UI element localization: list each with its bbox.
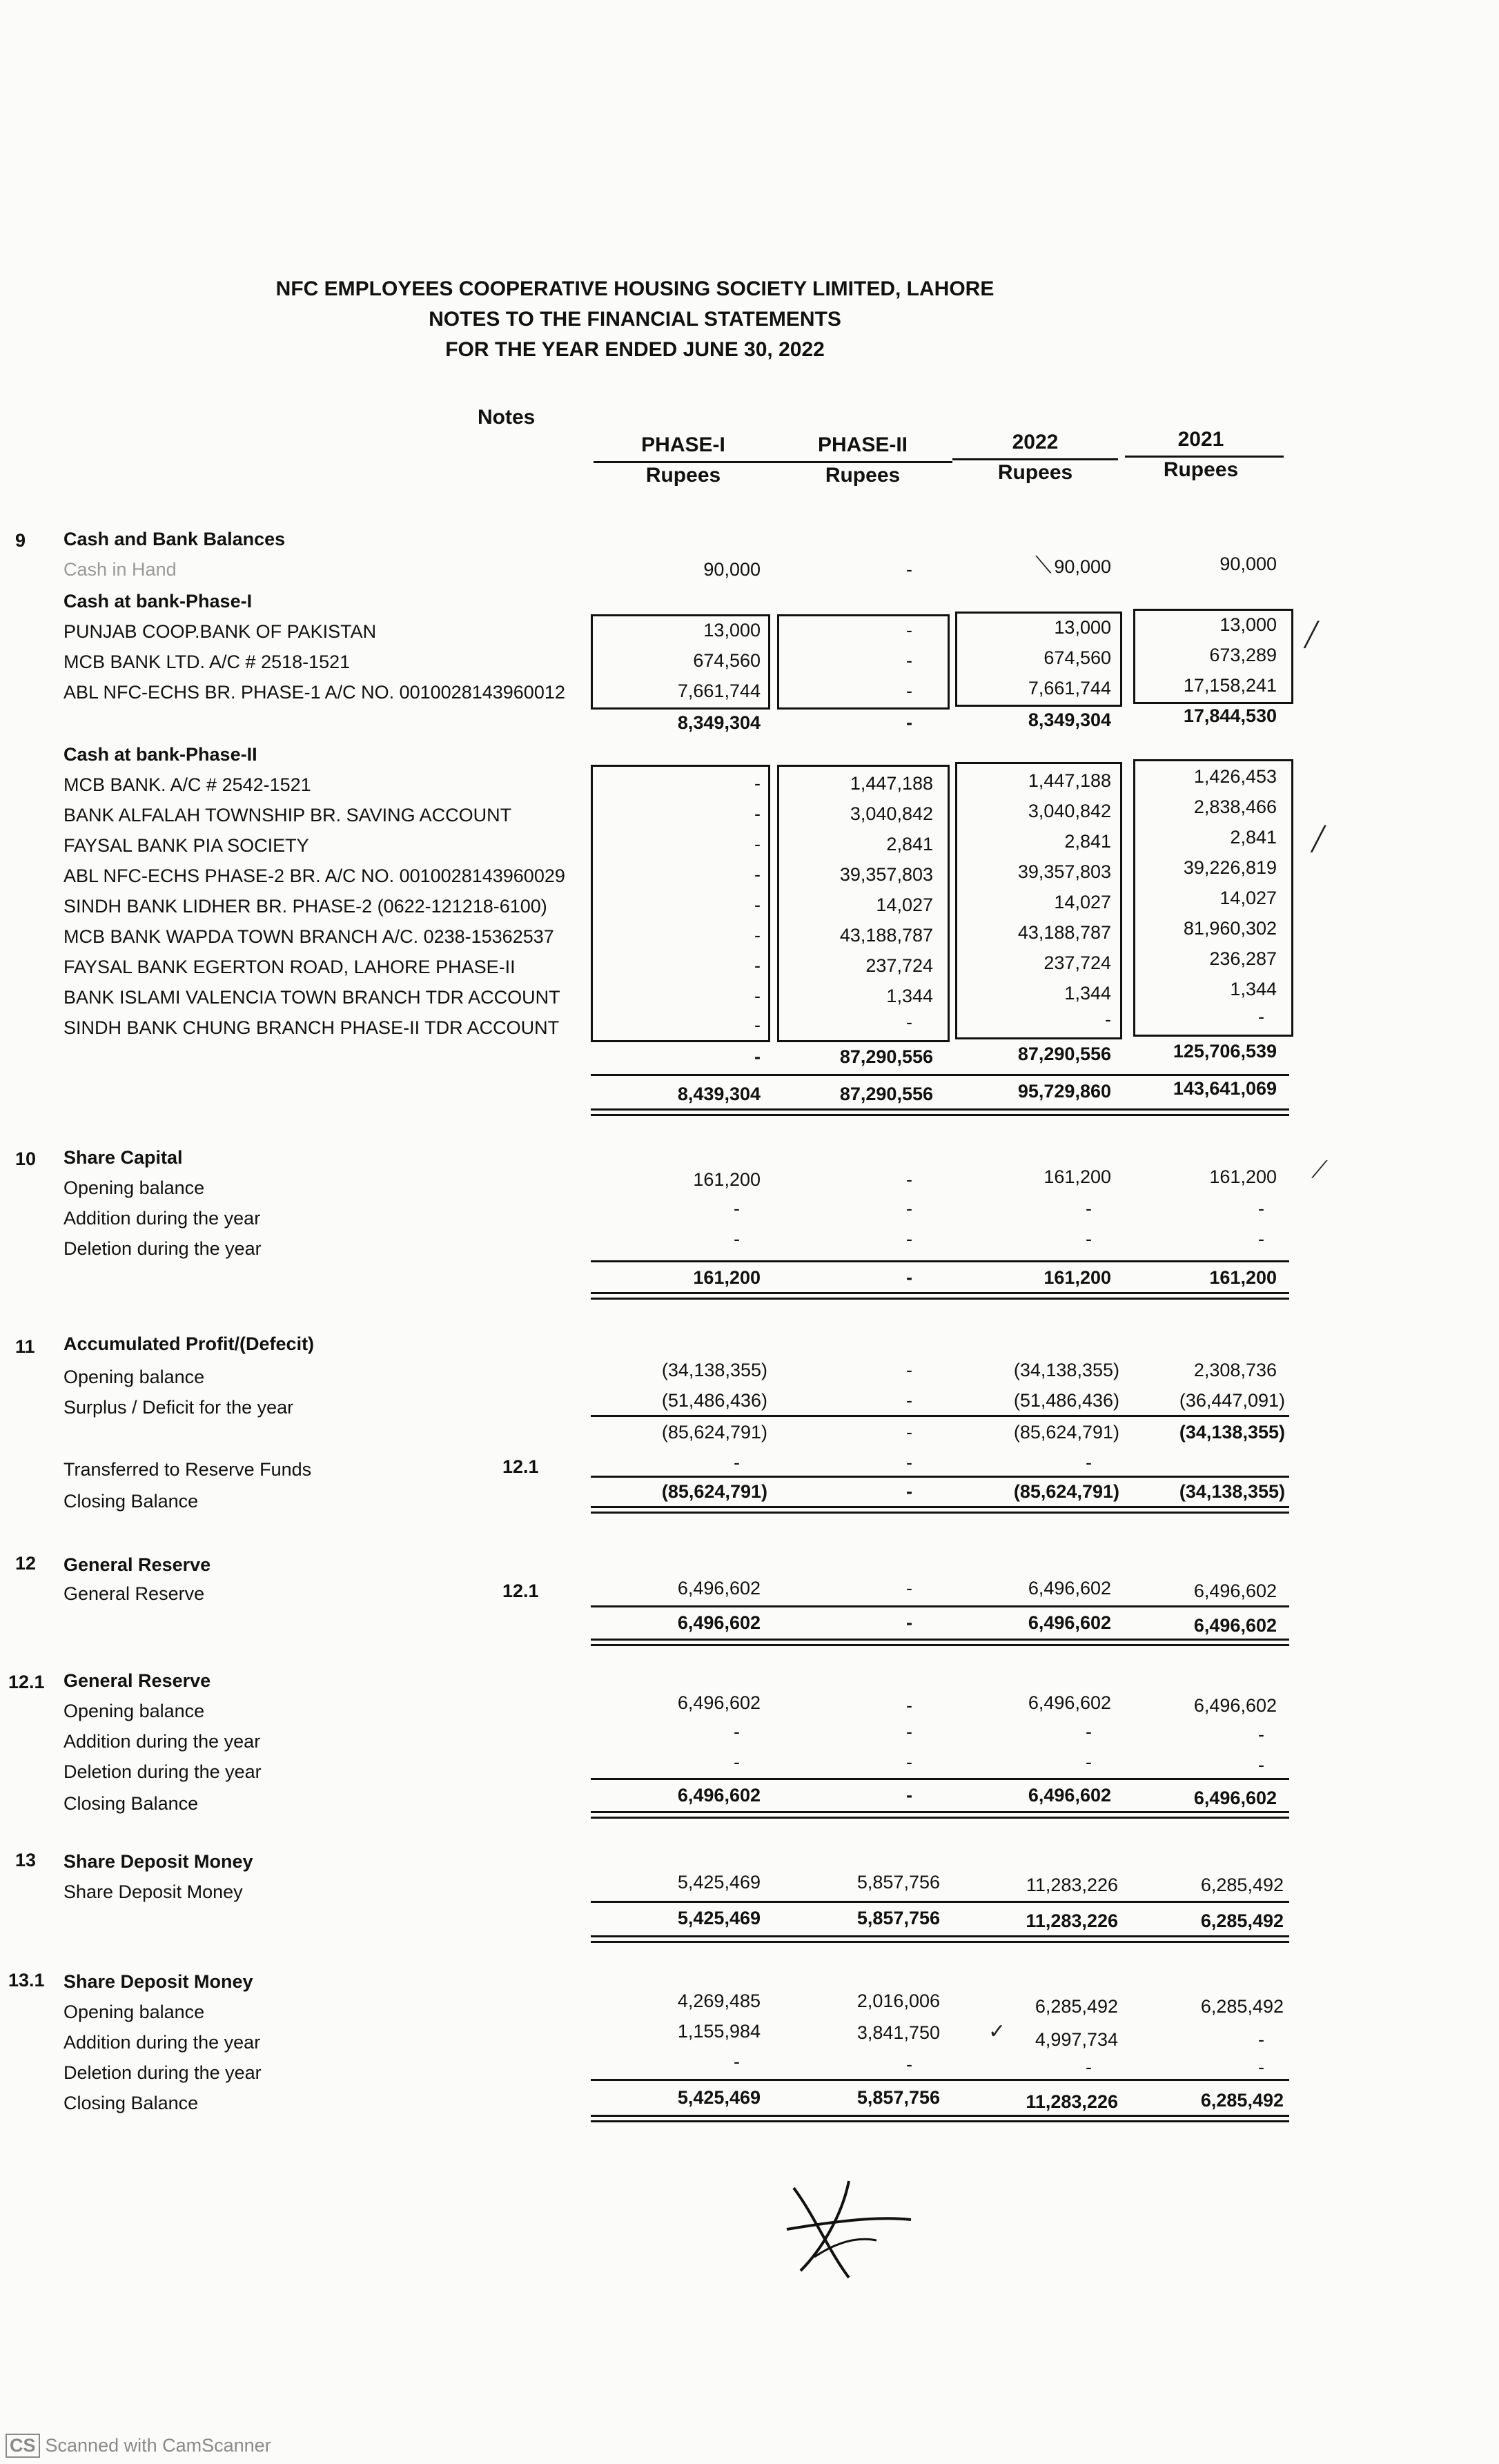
double-rule — [591, 1639, 1289, 1646]
financial-notes-page: NFC EMPLOYEES COOPERATIVE HOUSING SOCIETY LIMITED, LAHORE NOTES TO THE FINANCIAL STATEMENTS FOR THE YEAR ENDED JUNE 30, 2022 Notes PHASE-I Rupees PHASE-II Rupees 2022 Rupees 2021 Rupees 9 Cash and Bank Balances Cash in Hand 90,000 - 90,000 90,000 ⟍ Cash at bank-Phase-I PUNJAB COOP.BANK OF PAKISTAN 13,000 - 13,000 13,000 MCB BANK LTD. A/C # 2518-1521 674,560 - 674,560 673,289 ABL NFC-ECHS BR. PHASE-1 A/C NO. 0010028143960012 7,661,744 - 7,661,744 17,158,241 ╱ 8,349,304 - 8,349,304 17,844,530 Cash at bank-Phase-II MCB BANK. A/C # 2542-1521 - 1,447,188 1,447,188 1,426,453 BANK ALFALAH TOWNSHIP BR. SAVING ACCOUNT - 3,040,842 3,040,842 2,838,466 FAYSAL BANK PIA SOCIETY - 2,841 2,841 2,841 ╱ ABL NFC-ECHS PHASE-2 BR. A/C NO. 0010028143960029 - 39,357,803 39,357,803 39,226,819 SINDH BANK LIDHER BR. PHASE-2 (0622-121218-6100) - 14,027 14,027 14,027 MCB BANK WAPDA TOWN BRANCH A/C. 0238-15362537 - 43,188,787 43,188,787 81,960,302 FAYSAL BANK EGERTON ROAD, LAHORE PHASE-II - 237,724 237,724 236,287 BANK ISLAMI VALENCIA TOWN BRANCH TDR ACCOUNT - 1,344 1,344 1,344 SINDH BANK CHUNG BRANCH PHASE-II TDR ACCOUNT - - - - - 87,290,556 87,290,556 125,706,539 8,439,304 87,290,556 95,729,860 143,641,069 10 Share Capital Opening balance 161,200 - 161,200 161,200 ⟋ Addition during the year - - - - Deletion during the year - - - - 161,200 - 161,200 161,200 11 Accumulated Profit/(Defecit) Opening balance (34,138,355) - (34,138,355) 2,308,736 Surplus / Deficit for the year (51,486,436) - (51,486,436) (36,447,091) (85,624,791) - (85,624,791) (34,138,355) Transferred to Reserve Funds 12.1 - - - Closing Balance (85,624,791) - (85,624,791) (34,138,355) 12 General Reserve General Reserve 12.1 6,496,602 - 6,496,602 6,496,602 6,496,602 - 6,496,602 6,496,602 12.1 General Reserve Opening balance 6,496,602 - 6,496,602 6,496,602 Addition during the year - - - - Deletion during the year - - - - Closing Balance 6,496,602 - 6,496,602 6,496,602 13 Share Deposit Money Share Deposit Money 5,425,469 5,857,756 11,283,226 6,285,492 5,425,469 5,857,756 11,283,226 6,285,492 13.1 Share Deposit Money Opening balance 4,269,485 2,016,006 6,285,492 6,285,492 Addition during the year 1,155,984 3,841,750 4,997,734 - ✓ Deletion during the year - - - - Closing Balance 5,425,469 5,857,756 11,283,226 6,285,492 CS Scanned with CamScanner — [0, 0, 1499, 2464]
notes-column-header: Notes — [478, 406, 536, 429]
bracket-box — [777, 614, 950, 710]
note-title: General Reserve — [63, 1670, 211, 1691]
note-title: Share Capital — [63, 1147, 183, 1168]
double-rule — [591, 1108, 1289, 1116]
double-rule — [591, 1935, 1289, 1943]
bracket-box — [591, 765, 770, 1042]
watermark-text: Scanned with CamScanner — [45, 2435, 271, 2456]
note-number: 13.1 — [8, 1970, 45, 1991]
note-number: 10 — [15, 1148, 37, 1169]
value-phase1: 90,000 — [703, 559, 761, 580]
subsection-title: Cash at bank-Phase-II — [63, 744, 257, 765]
note-number: 9 — [15, 530, 26, 551]
note-number: 11 — [15, 1336, 35, 1357]
check-mark-icon: ╱ — [1304, 622, 1319, 648]
check-mark-icon: ⟋ — [1311, 1157, 1328, 1183]
note-reference: 12.1 — [502, 1456, 539, 1477]
double-rule — [591, 1811, 1289, 1819]
note-number: 12.1 — [8, 1672, 45, 1692]
double-rule — [591, 1506, 1289, 1514]
value-2021: 90,000 — [1219, 554, 1277, 574]
double-rule — [591, 2115, 1289, 2122]
check-mark-icon: ⟍ — [1035, 552, 1052, 578]
subtotal-rule — [591, 1415, 1289, 1417]
handwritten-signature — [773, 2174, 918, 2285]
company-title: NFC EMPLOYEES COOPERATIVE HOUSING SOCIETY LIMITED, LAHORE — [275, 277, 995, 300]
note-title: Accumulated Profit/(Defecit) — [63, 1333, 315, 1354]
total-rule — [591, 1901, 1289, 1903]
check-mark-icon: ╱ — [1311, 826, 1326, 852]
value-2022: 90,000 — [1054, 556, 1111, 577]
note-reference: 12.1 — [502, 1581, 539, 1601]
document-title: NOTES TO THE FINANCIAL STATEMENTS — [429, 308, 841, 331]
note-number: 13 — [15, 1850, 37, 1870]
note-number: 12 — [15, 1553, 37, 1574]
camscanner-logo-icon: CS — [6, 2434, 40, 2458]
tick-mark-icon: ✓ — [988, 2020, 1006, 2043]
period-title: FOR THE YEAR ENDED JUNE 30, 2022 — [445, 338, 825, 361]
double-rule — [591, 1292, 1289, 1300]
total-rule — [591, 2079, 1289, 2081]
total-rule — [591, 1260, 1289, 1262]
total-rule — [591, 1074, 1289, 1076]
value-phase2: - — [906, 559, 912, 580]
subsection-title: Cash at bank-Phase-I — [63, 591, 253, 612]
row-label: Cash in Hand — [63, 559, 177, 580]
total-rule — [591, 1605, 1289, 1607]
total-rule — [591, 1476, 1289, 1478]
note-title: Share Deposit Money — [63, 1851, 253, 1872]
scanner-watermark — [6, 2434, 271, 2458]
note-title: Cash and Bank Balances — [63, 529, 286, 549]
note-title: General Reserve — [63, 1554, 211, 1575]
note-title: Share Deposit Money — [63, 1971, 253, 1992]
total-rule — [591, 1778, 1289, 1780]
